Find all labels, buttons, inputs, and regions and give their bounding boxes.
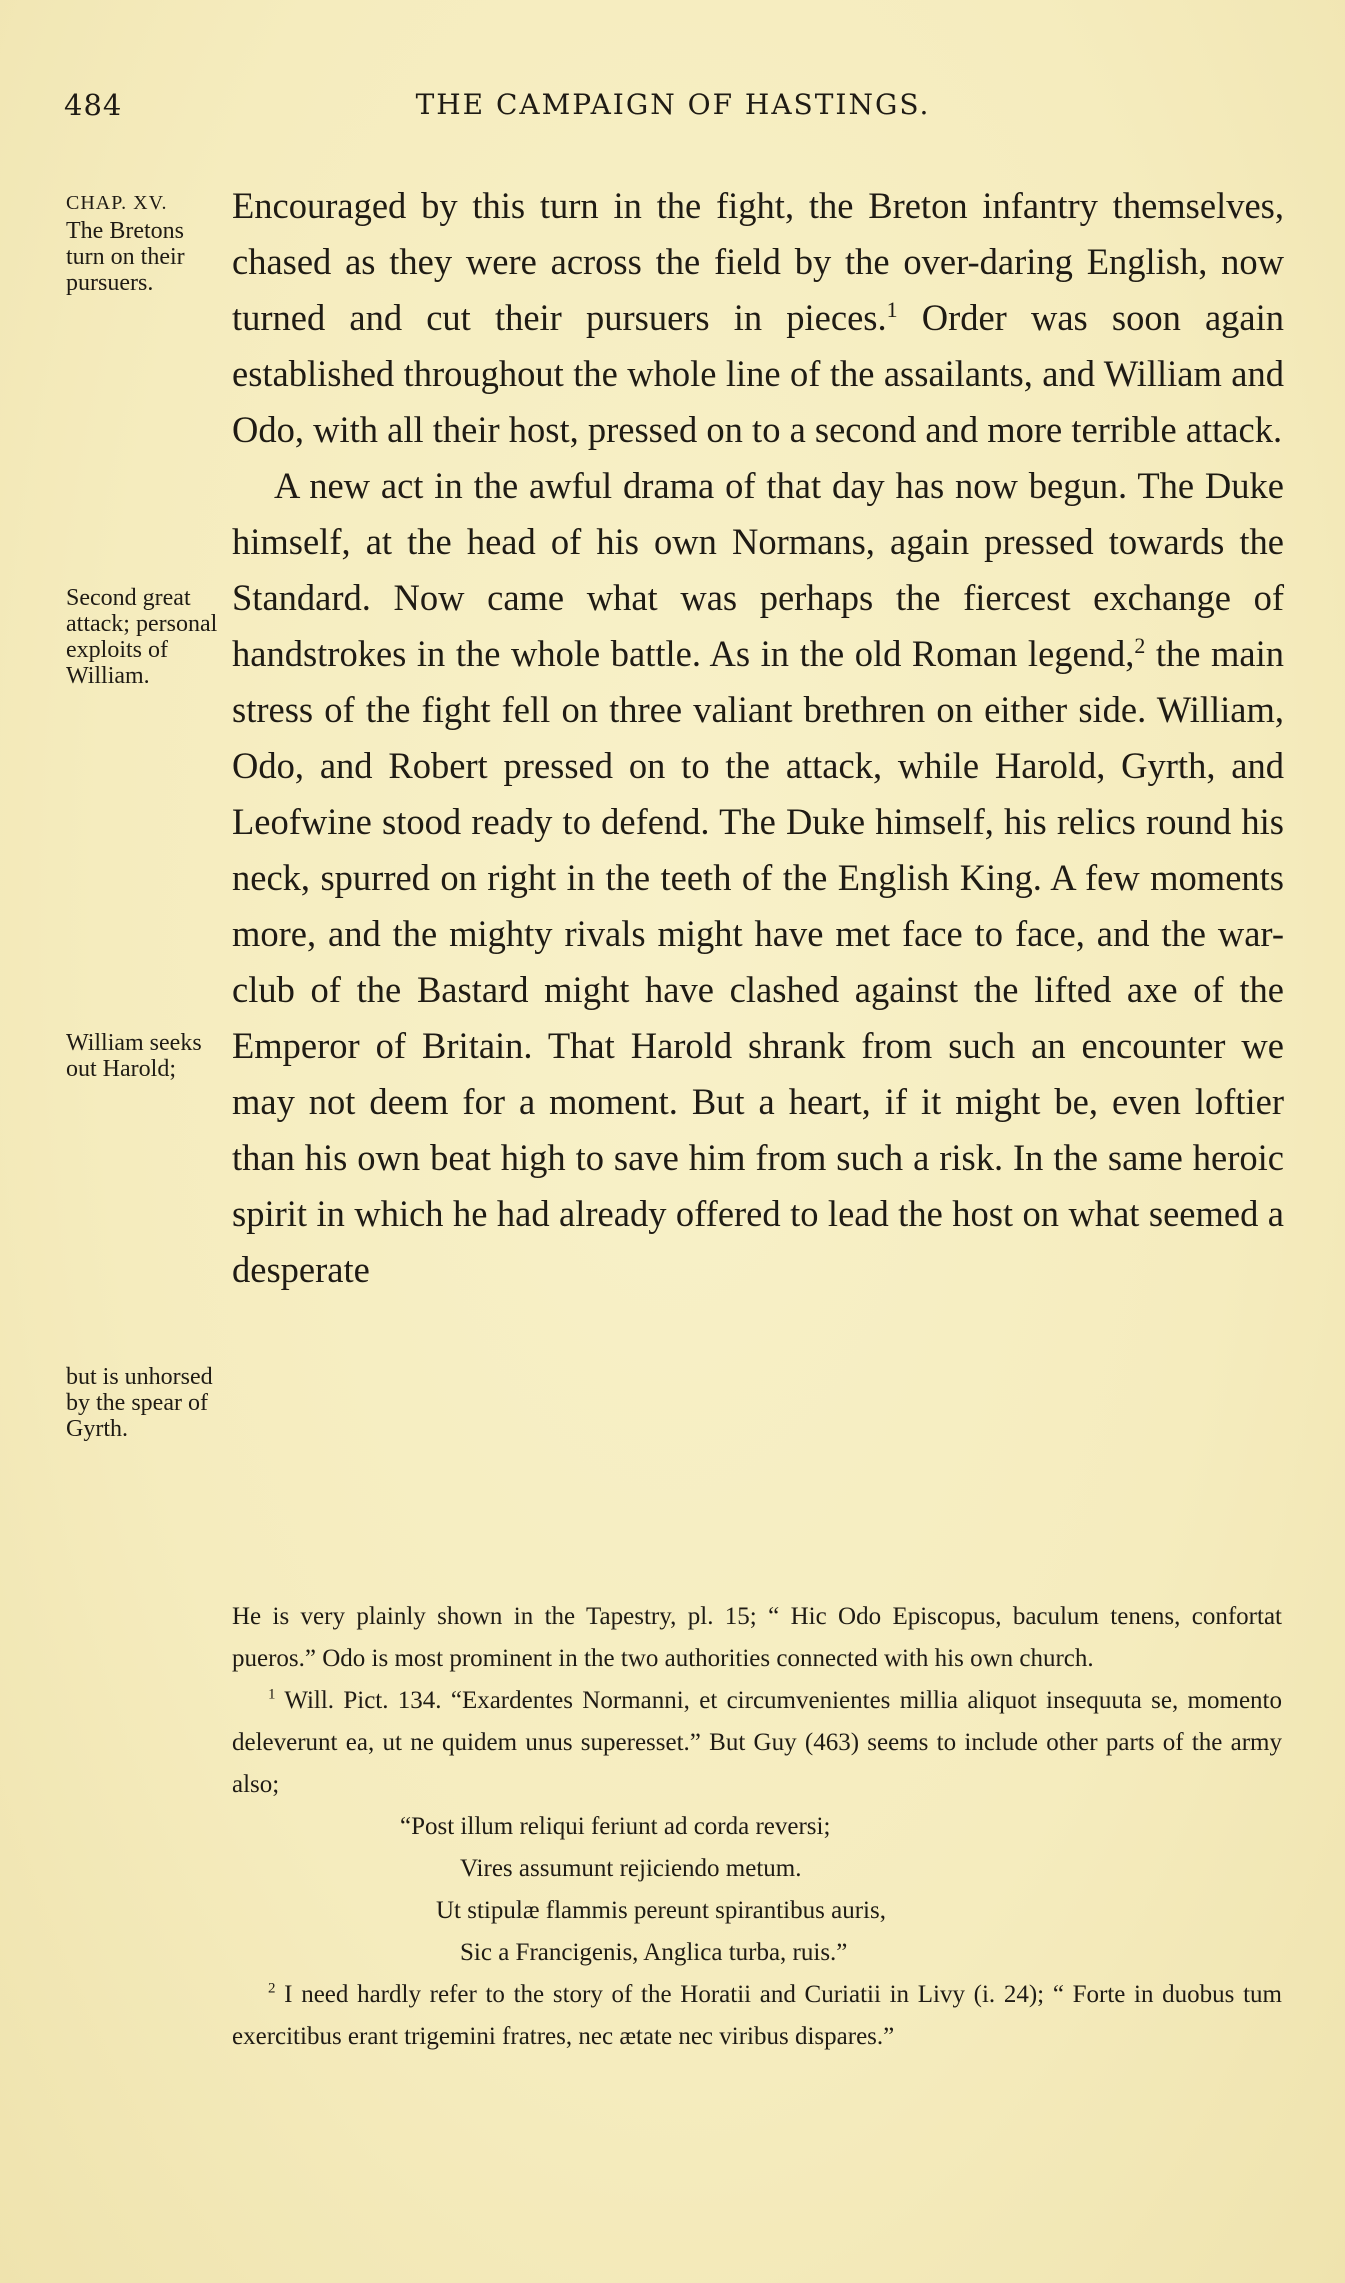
text-run: Order was soon again established throughout the whole line of the assailants, and William and Odo, with all their host, pressed on to a second and more terrible attack. (232, 297, 1284, 450)
sidenote-text: The Bretons turn on their pursuers. (66, 218, 185, 296)
text-run: the main stress of the fight fell on three valiant brethren on either side. William, Odo, and Robert pressed on to the attack, while Harold, Gyrth, and Leofwine stood ready to defend. The Duke himself, his relics round his neck, spurred on right in the teeth of the English King. A few moments more, and the mighty rivals might have met face to face, and the war-club of the Bastard might have clashed against the lifted axe of the Emperor of Britain. That Harold shrank from such an encounter we may not deem for a moment. But a heart, if it might be, even loftier than his own beat high to save him from such a risk. In the same heroic spirit in which he had already offered to lead the host on what seemed a desperate (232, 633, 1285, 1290)
page-number: 484 (64, 88, 123, 122)
footnote-mark: 2 (268, 1980, 276, 1997)
verse-line: Vires assumunt rejiciendo metum. (460, 1855, 802, 1882)
footnote-ref: 2 (1134, 632, 1146, 658)
text-run: A new act in the awful drama of that day has now begun. The Duke himself, at the head of his own Normans, again pressed towards the Standard. Now came what was perhaps the fiercest exchange of handstrokes in the whole battle. As in the old Roman legend, (232, 465, 1284, 674)
footnote-1 (232, 1680, 1282, 1806)
sidenote-text: Second great attack; personal exploits of William. (66, 585, 218, 689)
paragraph (232, 178, 1284, 458)
footnote-2 (232, 1974, 1282, 2058)
sidenote-william-seeks-harold (66, 1030, 226, 1082)
footnote-text: Will. Pict. 134. “Exardentes Normanni, et circumvenientes millia aliquot insequuta se, momento deleverunt ea, ut ne quidem unus superesset.” But Guy (463) seems to include other parts of the army also; (232, 1687, 1282, 1798)
footnote-text: I need hardly refer to the story of the Horatii and Curiatii in Livy (i. 24); “ Forte in duobus tum exercitibus erant trigemini fratres, nec ætate nec viribus dispares.” (232, 1981, 1282, 2050)
sidenote-text: but is unhorsed by the spear of Gyrth. (66, 1364, 213, 1442)
chapter-label: CHAP. XV. (66, 192, 168, 214)
running-title: THE CAMPAIGN OF HASTINGS. (415, 88, 931, 121)
verse-line: “Post illum reliqui feriunt ad corda reversi; (400, 1813, 831, 1840)
verse-quote (232, 1806, 1282, 1974)
page-header (64, 88, 1282, 138)
footnotes (232, 1596, 1282, 2058)
main-text (232, 178, 1284, 1298)
sidenote-second-attack (66, 585, 226, 689)
sidenote-text: William seeks out Harold; (66, 1030, 202, 1082)
footnote-continued: He is very plainly shown in the Tapestry, pl. 15; “ Hic Odo Episcopus, baculum tenens, confortat pueros.” Odo is most prominent in the two authorities connected with his own church. (232, 1603, 1282, 1672)
verse-line: Ut stipulæ flammis pereunt spirantibus auris, (436, 1897, 886, 1924)
footnote-ref: 1 (886, 296, 898, 322)
footnote-mark: 1 (268, 1686, 276, 1703)
verse-line: Sic a Francigenis, Anglica turba, ruis.” (460, 1939, 848, 1966)
sidenote-bretons (66, 190, 226, 296)
paragraph (232, 458, 1284, 1298)
sidenote-unhorsed (66, 1364, 226, 1442)
text-run: Encouraged by this turn in the fight, the Breton infantry themselves, chased as they were across the field by the over-daring English, now turned and cut their pursuers in pieces. (232, 185, 1284, 338)
